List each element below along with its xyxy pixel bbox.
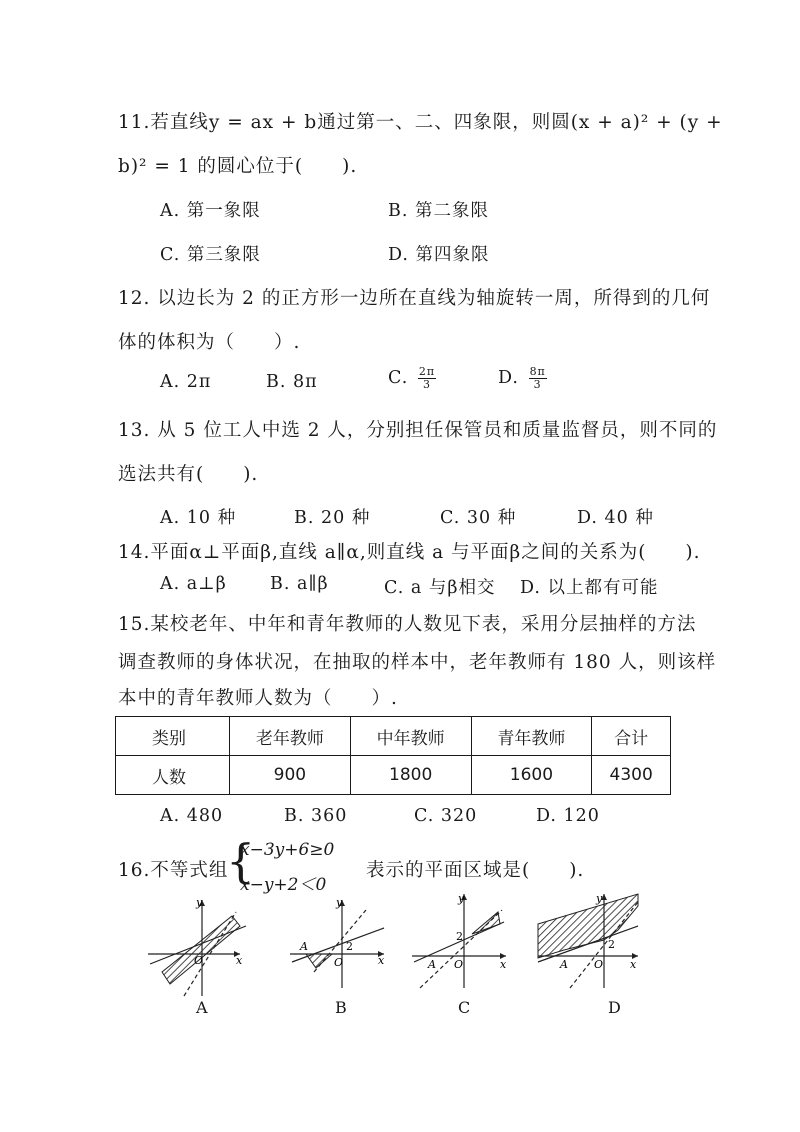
- q11-line2: b)² = 1 的圆心位于( ).: [118, 156, 358, 177]
- table-cell: 1800: [350, 756, 471, 795]
- table-header-cell: 合计: [592, 717, 671, 756]
- point-a-label: A: [428, 958, 436, 971]
- q12-option-c-prefix: C.: [388, 368, 409, 388]
- origin-label: O: [334, 956, 344, 969]
- fraction: [418, 366, 436, 391]
- table-cell: 人数: [116, 756, 230, 795]
- y-axis-label: y: [196, 896, 203, 909]
- q11-option-a: A. 第一象限: [160, 201, 261, 221]
- q15-option-c: C. 320: [414, 806, 478, 826]
- q14-line1: 14.平面α⊥平面β,直线 a∥α,则直线 a 与平面β之间的关系为( ).: [118, 542, 701, 563]
- q12-option-a: A. 2π: [160, 372, 212, 392]
- shaded-region: [538, 894, 638, 958]
- origin-label: O: [194, 954, 204, 967]
- q15-option-b: B. 360: [284, 806, 348, 826]
- graph-b: [284, 892, 394, 992]
- fraction-numerator: 8π: [529, 365, 546, 378]
- graph-a: [140, 892, 260, 1004]
- q16-suffix: 表示的平面区域是( ).: [366, 860, 585, 881]
- tick-label-2: 2: [608, 938, 615, 951]
- point-a-label: A: [560, 958, 568, 971]
- inequality-1: x−3y+6≥0: [240, 840, 335, 860]
- table-cell: 4300: [592, 756, 671, 795]
- graph-b-label: B: [335, 998, 347, 1017]
- table-row: [116, 756, 671, 795]
- table-header-cell: 青年教师: [471, 717, 592, 756]
- graph-d: [534, 884, 646, 992]
- q14-option-b: B. a∥β: [270, 574, 329, 594]
- teacher-count-table: [115, 716, 671, 795]
- table-header-row: [116, 717, 671, 756]
- q15-line3: 本中的青年教师人数为（ ）.: [118, 688, 398, 709]
- graph-c: [406, 884, 514, 992]
- q15-line1: 15.某校老年、中年和青年教师的人数见下表，采用分层抽样的方法: [118, 614, 697, 635]
- tick-label-2: 2: [456, 930, 463, 943]
- q13-option-d: D. 40 种: [577, 508, 654, 528]
- q13-option-b: B. 20 种: [294, 508, 371, 528]
- fraction-numerator: 2π: [418, 365, 436, 378]
- q15-option-d: D. 120: [536, 806, 600, 826]
- q11-line1: 11.若直线y = ax + b通过第一、二、四象限，则圆(x + a)² + (y +: [118, 112, 723, 133]
- q13-option-c: C. 30 种: [440, 508, 517, 528]
- q13-line1: 13. 从 5 位工人中选 2 人，分别担任保管员和质量监督员，则不同的: [118, 420, 718, 441]
- x-axis-label: x: [378, 954, 385, 967]
- fraction-denominator: 3: [423, 378, 432, 391]
- inequality-2: x−y+2＜0: [240, 875, 327, 895]
- x-axis-label: x: [236, 954, 243, 967]
- q12-line2: 体的体积为（ ）.: [118, 332, 301, 353]
- q16-prefix: 16.不等式组: [118, 860, 229, 881]
- graph-d-label: D: [608, 998, 621, 1017]
- y-axis-label: y: [458, 892, 465, 905]
- table-header-cell: 老年教师: [230, 717, 351, 756]
- brace-symbol: {: [226, 834, 256, 888]
- q15-line2: 调查教师的身体状况，在抽取的样本中，老年教师有 180 人，则该样: [118, 652, 717, 673]
- table-header-cell: 中年教师: [350, 717, 471, 756]
- q14-option-c: C. a 与β相交: [384, 578, 496, 598]
- x-axis-label: x: [630, 958, 637, 971]
- q11-option-b: B. 第二象限: [388, 201, 489, 221]
- origin-label: O: [454, 958, 464, 971]
- graph-a-label: A: [196, 998, 208, 1017]
- q12-line1: 12. 以边长为 2 的正方形一边所在直线为轴旋转一周，所得到的几何: [118, 288, 711, 309]
- q14-option-a: A. a⊥β: [160, 574, 227, 594]
- graph-c-label: C: [458, 998, 471, 1017]
- table-cell: 900: [230, 756, 351, 795]
- y-axis-label: y: [336, 896, 343, 909]
- table-cell: 1600: [471, 756, 592, 795]
- q12-option-c: [388, 366, 436, 391]
- q11-option-d: D. 第四象限: [388, 245, 490, 265]
- q12-option-d: [498, 366, 547, 391]
- q12-option-b: B. 8π: [266, 372, 318, 392]
- q13-line2: 选法共有( ).: [118, 464, 259, 485]
- q13-option-a: A. 10 种: [160, 508, 237, 528]
- fraction-denominator: 3: [533, 378, 542, 391]
- q11-option-c: C. 第三象限: [160, 245, 261, 265]
- fraction: [529, 366, 547, 391]
- origin-label: O: [594, 958, 604, 971]
- q14-option-d: D. 以上都有可能: [520, 578, 659, 598]
- y-axis-label: y: [596, 892, 603, 905]
- x-axis-label: x: [500, 958, 507, 971]
- table-header-cell: 类别: [116, 717, 230, 756]
- point-a-label: A: [300, 940, 308, 953]
- q15-option-a: A. 480: [160, 806, 224, 826]
- shaded-region: [162, 916, 240, 984]
- tick-label-2: 2: [346, 940, 353, 953]
- q12-option-d-prefix: D.: [498, 368, 519, 388]
